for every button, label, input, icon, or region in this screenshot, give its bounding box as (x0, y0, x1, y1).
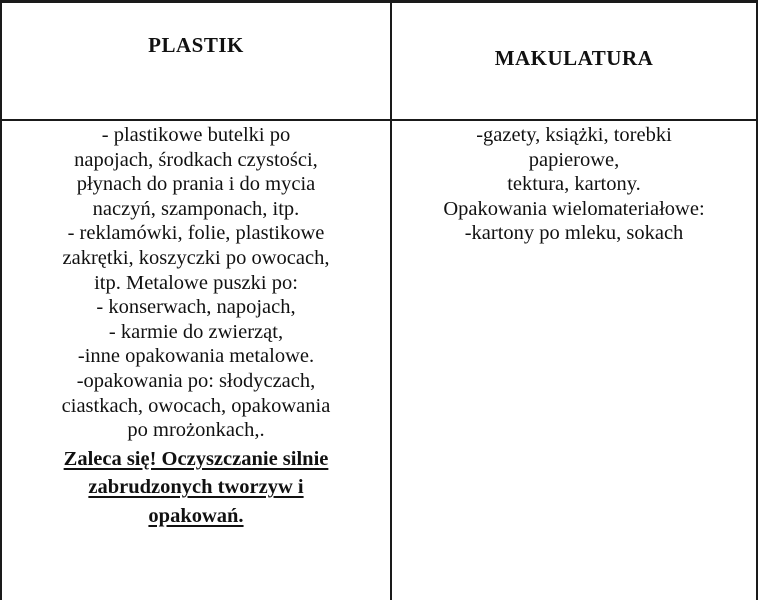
plastik-line: - reklamówki, folie, plastikowe (67, 222, 325, 245)
plastik-line: zakrętki, koszyczki po owocach, (62, 246, 330, 269)
plastik-line: napojach, środkach czystości, (74, 148, 318, 171)
plastik-line: itp. Metalowe puszki po: (94, 271, 298, 294)
plastik-line: -inne opakowania metalowe. (77, 345, 315, 368)
table-border-top (0, 0, 758, 3)
table-border-right (756, 0, 758, 600)
plastik-line: - konserwach, napojach, (96, 296, 296, 319)
makulatura-line: -kartony po mleku, sokach (464, 222, 684, 245)
plastik-line: -opakowania po: słodyczach, (76, 369, 316, 392)
makulatura-line: Opakowania wielomateriałowe: (443, 197, 705, 220)
plastik-cell (4, 123, 388, 529)
makulatura-line: tektura, kartony. (507, 173, 641, 196)
plastik-line: ciastkach, owocach, opakowania (61, 394, 331, 417)
makulatura-cell (394, 123, 754, 246)
plastik-line: naczyń, szamponach, itp. (92, 197, 300, 220)
plastik-line: płynach do prania i do mycia (76, 173, 316, 196)
cleaning-advice-line: Zaleca się! Oczyszczanie silnie (63, 447, 329, 470)
cleaning-advice-line: zabrudzonych tworzyw i (88, 476, 304, 499)
header-makulatura: MAKULATURA (494, 46, 654, 70)
table-divider-column (390, 0, 392, 600)
plastik-line: - karmie do zwierząt, (108, 320, 284, 343)
makulatura-line: papierowe, (528, 148, 620, 171)
table-border-left (0, 0, 2, 600)
plastik-line: - plastikowe butelki po (101, 124, 291, 146)
table-divider-header (0, 119, 758, 121)
header-plastik: PLASTIK (148, 33, 244, 57)
makulatura-line: -gazety, książki, torebki (476, 124, 672, 146)
cleaning-advice-line: opakowań. (148, 504, 244, 527)
plastik-line: po mrożonkach,. (127, 419, 265, 442)
